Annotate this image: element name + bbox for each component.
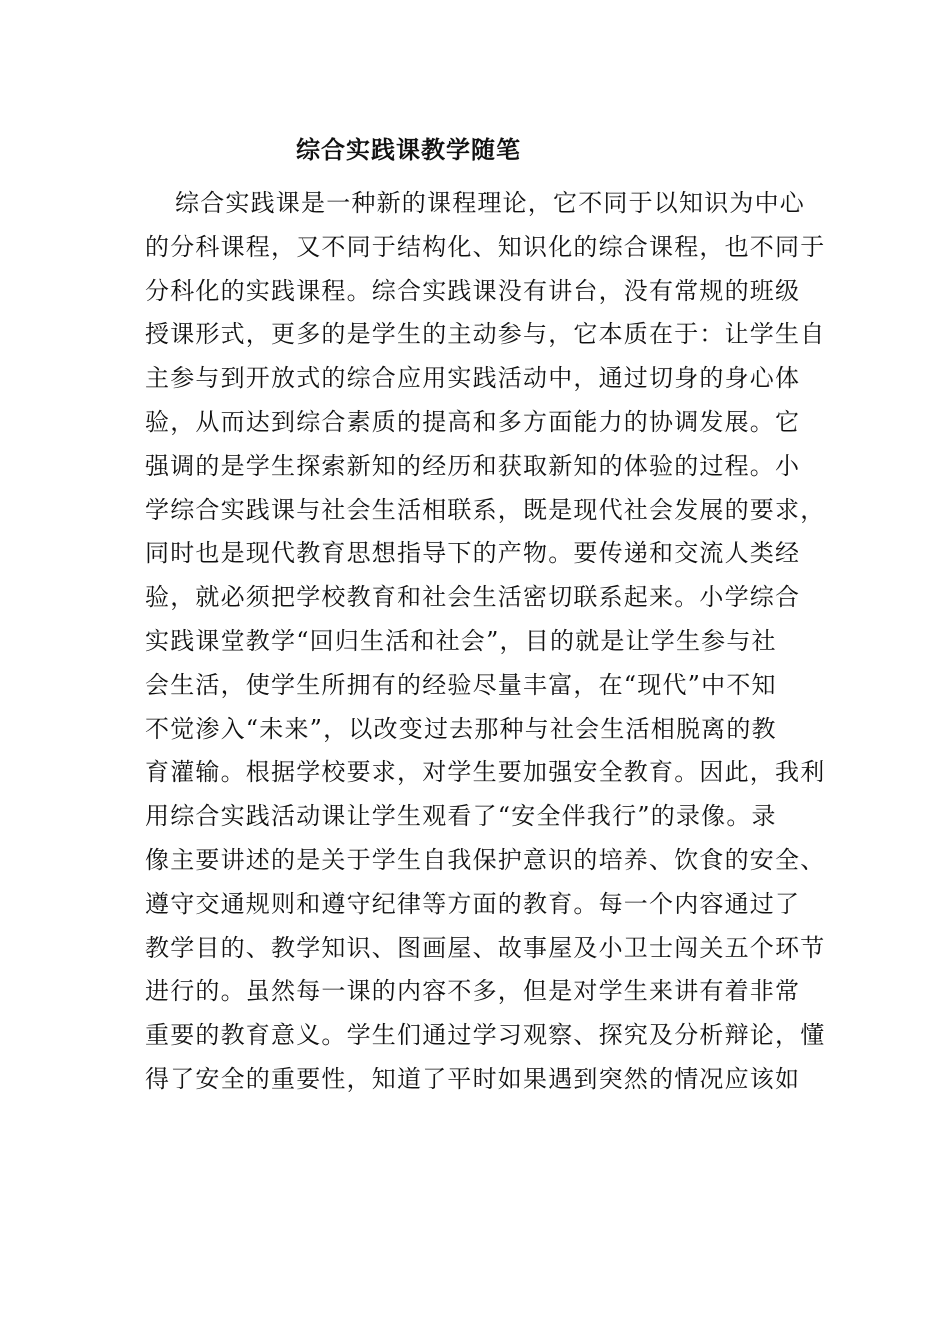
document-title: 综合实践课教学随笔 — [296, 135, 521, 164]
text-line: 重要的教育意义。学生们通过学习观察、探究及分析辩论，懂 — [145, 1021, 826, 1050]
text-line: 同时也是现代教育思想指导下的产物。要传递和交流人类经 — [145, 539, 801, 568]
document-body — [145, 182, 845, 1102]
text-line: 进行的。虽然每一课的内容不多，但是对学生来讲有着非常 — [145, 977, 801, 1006]
text-line: 的分科课程，又不同于结构化、知识化的综合课程，也不同于 — [145, 232, 826, 261]
text-line: 主参与到开放式的综合应用实践活动中，通过切身的身心体 — [145, 364, 801, 393]
text-line: 分科化的实践课程。综合实践课没有讲台，没有常规的班级 — [145, 276, 801, 305]
text-line: 验，就必须把学校教育和社会生活密切联系起来。小学综合 — [145, 583, 801, 612]
text-line: 授课形式，更多的是学生的主动参与，它本质在于：让学生自 — [145, 320, 826, 349]
text-line: 综合实践课是一种新的课程理论，它不同于以知识为中心 — [175, 189, 805, 217]
text-line: 教学目的、教学知识、图画屋、故事屋及小卫士闯关五个环节 — [145, 933, 826, 962]
text-line: 学综合实践课与社会生活相联系，既是现代社会发展的要求， — [145, 495, 826, 524]
text-line: 不觉渗入“未来”，以改变过去那种与社会生活相脱离的教 — [145, 714, 777, 743]
text-line: 验，从而达到综合素质的提高和多方面能力的协调发展。它 — [145, 407, 801, 436]
text-line: 育灌输。根据学校要求，对学生要加强安全教育。因此，我利 — [145, 758, 826, 787]
text-line: 会生活，使学生所拥有的经验尽量丰富，在“现代”中不知 — [145, 670, 777, 699]
text-line: 强调的是学生探索新知的经历和获取新知的体验的过程。小 — [145, 451, 801, 480]
text-line: 遵守交通规则和遵守纪律等方面的教育。每一个内容通过了 — [145, 889, 801, 918]
text-line: 实践课堂教学“回归生活和社会”，目的就是让学生参与社 — [145, 626, 777, 655]
text-line: 得了安全的重要性，知道了平时如果遇到突然的情况应该如 — [145, 1064, 801, 1093]
text-line: 像主要讲述的是关于学生自我保护意识的培养、饮食的安全、 — [145, 845, 826, 874]
text-line: 用综合实践活动课让学生观看了“安全伴我行”的录像。录 — [145, 802, 777, 831]
